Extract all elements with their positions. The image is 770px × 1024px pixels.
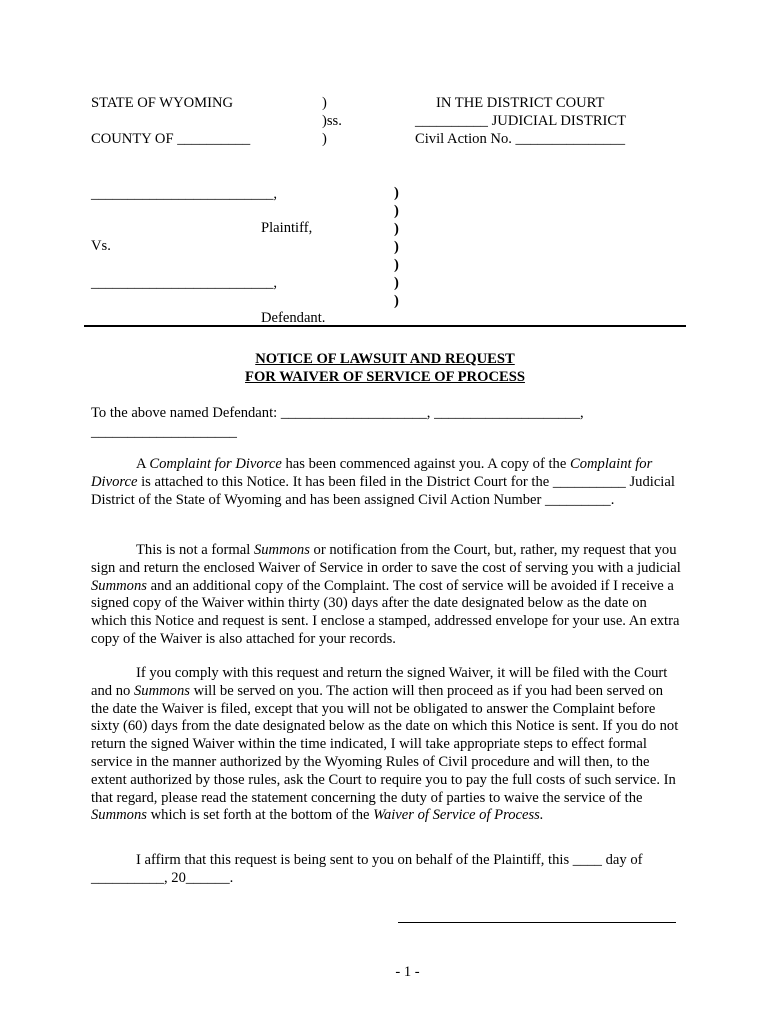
plaintiff-label: Plaintiff, bbox=[261, 220, 313, 236]
paragraph-compliance: If you comply with this request and return the signed Waiver, it will be filed with the Court and no Summons will be served on you. The action will then proceed as if you had been served on the date the Waiver is filed, except that you will not be obligated to answer the Complaint before sixty (60) days from the date designated below as the date on which this Notice is sent. If you do not return the signed Waiver within the time indicated, I will take appropriate steps to effect formal service in the manner authorized by the Wyoming Rules of Civil procedure and will then, to the extent authorized by those rules, ask the Court to require you to pay the full costs of such service. In that regard, please read the statement concerning the duty of parties to waive the service of the Summons which is set forth at the bottom of the Waiver of Service of Process. bbox=[91, 665, 679, 824]
judicial-district-label: __________ JUDICIAL DISTRICT bbox=[415, 113, 627, 129]
bracket: ) bbox=[394, 257, 399, 273]
notice-title-line2: FOR WAIVER OF SERVICE OF PROCESS bbox=[245, 369, 525, 385]
caption-divider bbox=[84, 325, 686, 327]
paragraph-waiver-request: This is not a formal Summons or notification from the Court, but, rather, my request that you sign and return the enclosed Waiver of Service in order to save the cost of serving you with a judicial Summons and an additional copy of the Complaint. The cost of service will be avoided if I receive a signed copy of the Waiver within thirty (30) days after the date designated below as the date on which this Notice and request is sent. I enclose a stamped, addressed envelope for your use. An extra copy of the Waiver is also attached for your records. bbox=[91, 542, 681, 647]
caption-paren: ) bbox=[322, 95, 327, 111]
addressee-line-2: ____________________ bbox=[91, 424, 237, 440]
state-label: STATE OF WYOMING bbox=[91, 95, 234, 111]
bracket: ) bbox=[394, 203, 399, 219]
paragraph-affirmation: I affirm that this request is being sent to you on behalf of the Plaintiff, this ____ day of __________, 20______. bbox=[91, 852, 643, 886]
bracket: ) bbox=[394, 293, 399, 309]
bracket: ) bbox=[394, 185, 399, 201]
paragraph-complaint: A Complaint for Divorce has been commenced against you. A copy of the Complaint for Divorce is attached to this Notice. It has been filed in the District Court for the __________ Judicial District of the State of Wyoming and has been assigned Civil Action Number _________. bbox=[91, 456, 675, 508]
caption-paren: ) bbox=[322, 131, 327, 147]
bracket: ) bbox=[394, 239, 399, 255]
versus-label: Vs. bbox=[91, 238, 111, 254]
bracket: ) bbox=[394, 221, 399, 237]
civil-action-label: Civil Action No. _______________ bbox=[415, 131, 625, 147]
page-number: - 1 - bbox=[395, 964, 420, 980]
court-label: IN THE DISTRICT COURT bbox=[436, 95, 605, 111]
county-label: COUNTY OF __________ bbox=[91, 131, 251, 147]
defendant-name-line: _________________________, bbox=[91, 275, 278, 291]
addressee-line: To the above named Defendant: ____________________, ____________________, bbox=[91, 405, 584, 421]
bracket: ) bbox=[394, 275, 399, 291]
notice-title-line1: NOTICE OF LAWSUIT AND REQUEST bbox=[255, 351, 515, 367]
defendant-label: Defendant. bbox=[261, 310, 326, 326]
plaintiff-name-line: _________________________, bbox=[91, 186, 278, 202]
caption-paren-ss: )ss. bbox=[322, 113, 342, 129]
signature-line bbox=[398, 922, 676, 923]
